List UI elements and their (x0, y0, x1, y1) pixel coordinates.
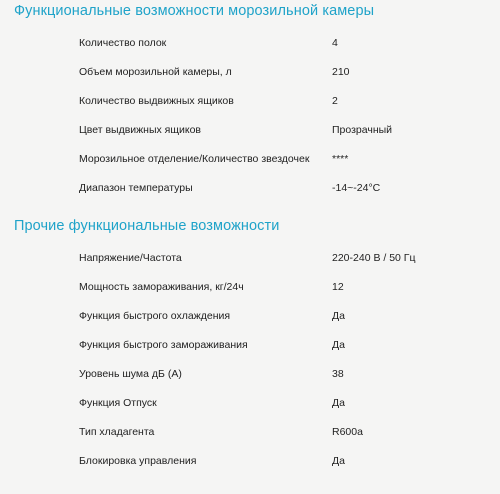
spec-row (0, 359, 500, 388)
spec-value: R600a (332, 425, 363, 438)
spec-label: Блокировка управления (79, 454, 197, 467)
spec-row (0, 243, 500, 272)
spec-label: Количество выдвижных ящиков (79, 94, 234, 107)
spec-value: Прозрачный (332, 123, 393, 136)
spec-label: Объем морозильной камеры, л (79, 65, 232, 78)
spec-value: 38 (332, 367, 344, 380)
spec-row (0, 144, 500, 173)
spec-value: 4 (332, 36, 338, 49)
spec-value: Да (332, 396, 345, 409)
spec-label: Мощность замораживания, кг/24ч (79, 280, 244, 293)
spec-row (0, 388, 500, 417)
spec-value: Да (332, 309, 345, 322)
spec-row (0, 115, 500, 144)
spec-value: Да (332, 338, 345, 351)
spec-label: Функция Отпуск (79, 396, 157, 409)
spec-row (0, 301, 500, 330)
spec-value: 220-240 В / 50 Гц (332, 251, 416, 264)
spec-label: Количество полок (79, 36, 167, 49)
spec-value: -14~-24°C (332, 181, 381, 194)
section-title: Функциональные возможности морозильной камеры (14, 3, 375, 19)
spec-list (0, 243, 500, 475)
section-title: Прочие функциональные возможности (14, 218, 280, 234)
spec-label: Диапазон температуры (79, 181, 193, 194)
spec-value: **** (332, 152, 349, 165)
spec-row (0, 28, 500, 57)
spec-row (0, 272, 500, 301)
spec-row (0, 173, 500, 202)
spec-label: Уровень шума дБ (А) (79, 367, 182, 380)
spec-row (0, 446, 500, 475)
spec-label: Цвет выдвижных ящиков (79, 123, 201, 136)
spec-label: Напряжение/Частота (79, 251, 182, 264)
spec-label: Функция быстрого охлаждения (79, 309, 231, 322)
spec-value: 12 (332, 280, 344, 293)
spec-row (0, 57, 500, 86)
spec-label: Функция быстрого замораживания (79, 338, 248, 351)
spec-row (0, 330, 500, 359)
spec-label: Тип хладагента (79, 425, 155, 438)
spec-value: 210 (332, 65, 350, 78)
spec-list (0, 28, 500, 202)
spec-row (0, 417, 500, 446)
spec-label: Морозильное отделение/Количество звездочек (79, 152, 310, 165)
spec-value: 2 (332, 94, 338, 107)
spec-value: Да (332, 454, 345, 467)
spec-row (0, 86, 500, 115)
